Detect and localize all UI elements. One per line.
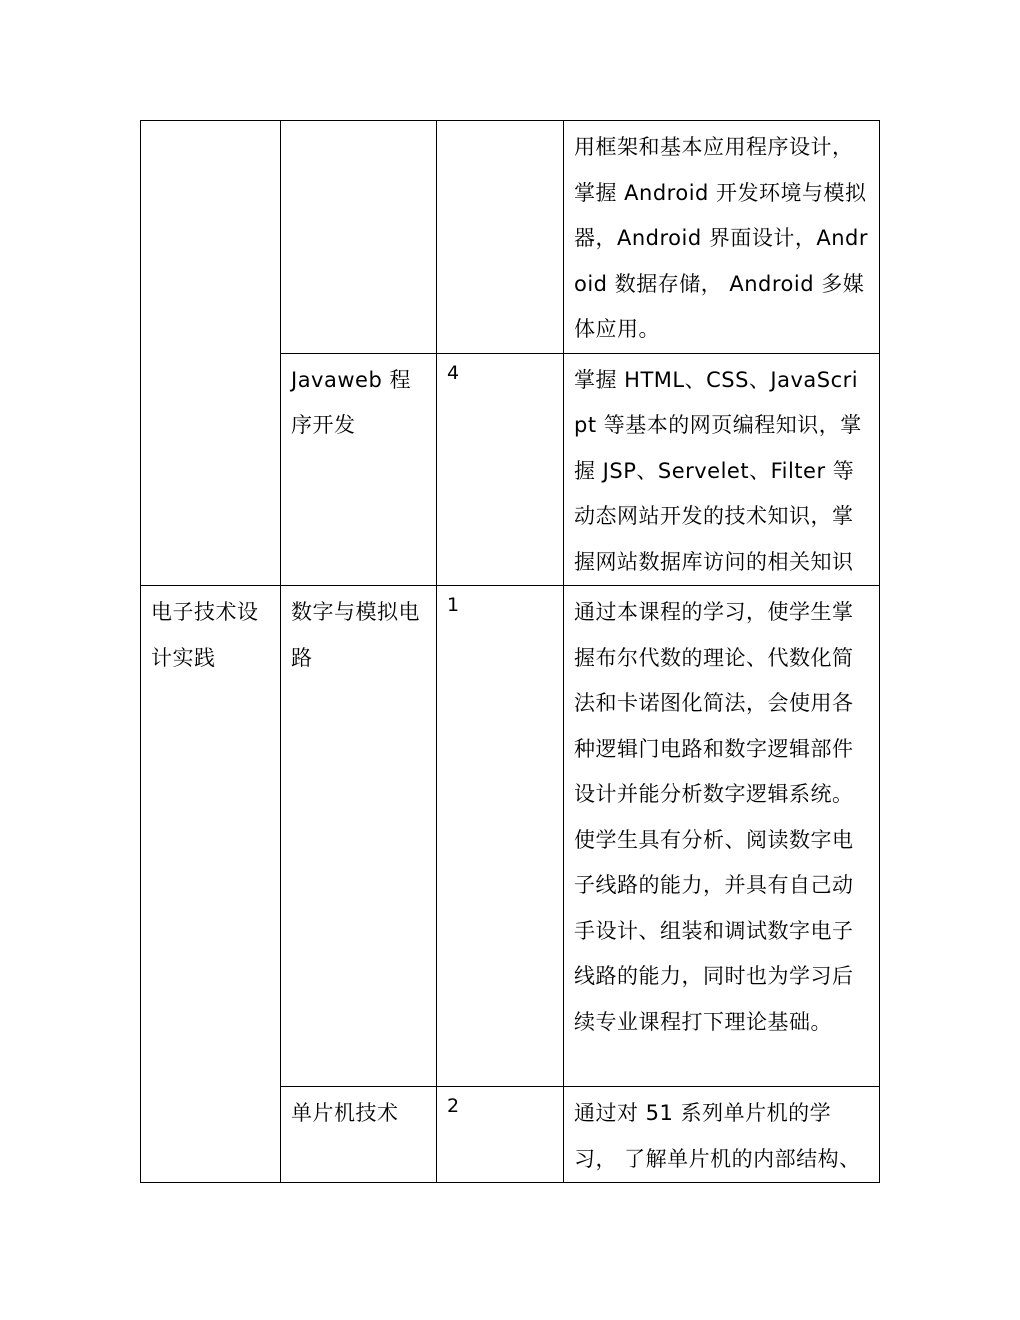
description-cell: 用框架和基本应用程序设计，掌握 Android 开发环境与模拟器，Android 界面设计，Android 数据存储， Android 多媒体应用。 [564,121,880,354]
description-cell: 通过本课程的学习，使学生掌握布尔代数的理论、代数化简法和卡诺图化简法，会使用各种逻辑门电路和数字逻辑部件设计并能分析数字逻辑系统。使学生具有分析、阅读数字电子线路的能力，并具有自己动手设计、组装和调试数字电子线路的能力，同时也为学习后续专业课程打下理论基础。 [564,586,880,1087]
course-cell: 单片机技术 [281,1087,437,1183]
category-cell: 电子技术设计实践 [141,586,281,1183]
description-cell: 掌握 HTML、CSS、JavaScript 等基本的网页编程知识，掌握 JSP、Servelet、Filter 等动态网站开发的技术知识，掌握网站数据库访问的相关知识 [564,353,880,586]
table-row [141,586,880,1087]
description-cell: 通过对 51 系列单片机的学习， 了解单片机的内部结构、 [564,1087,880,1183]
semester-cell [437,121,564,354]
course-table [140,120,880,1183]
course-cell: Javaweb 程序开发 [281,353,437,586]
course-cell [281,121,437,354]
course-cell: 数字与模拟电路 [281,586,437,1087]
table-row [141,121,880,354]
semester-cell: 2 [437,1087,564,1183]
semester-cell: 1 [437,586,564,1087]
category-cell [141,121,281,586]
semester-cell: 4 [437,353,564,586]
